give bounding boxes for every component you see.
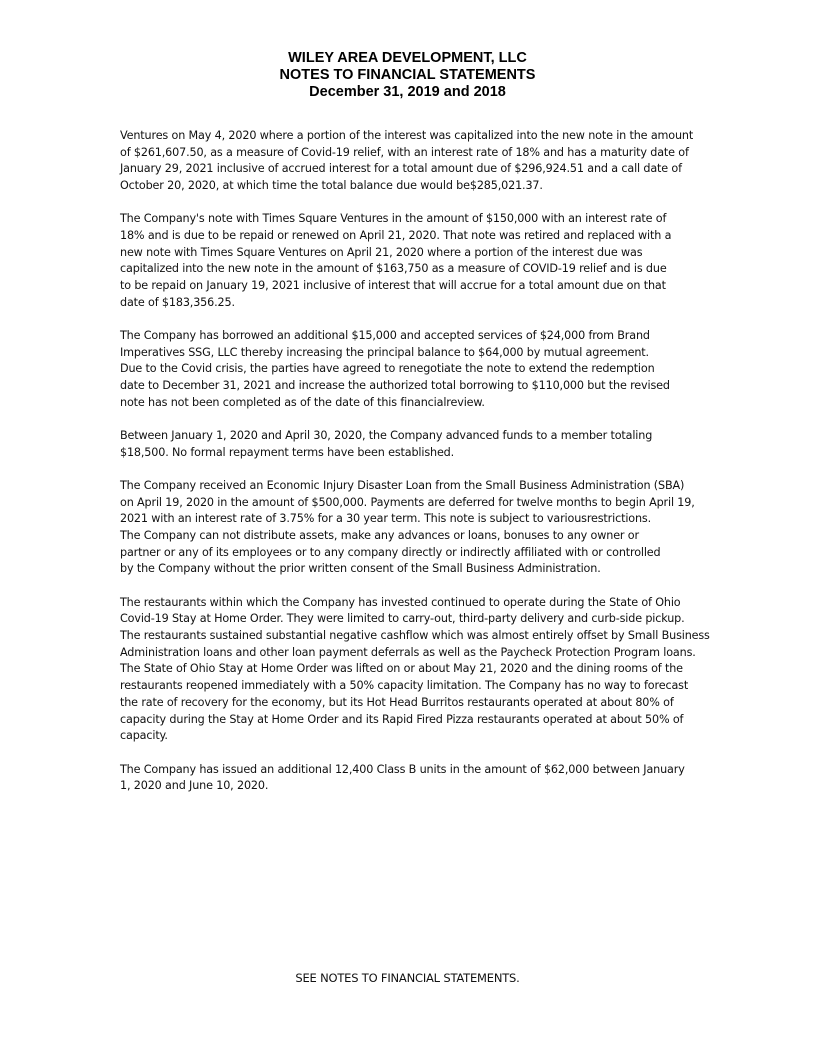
text-line: capacity. [120, 729, 168, 743]
text-line: 2021 with an interest rate of 3.75% for a 30 year term. This note is subject to variousrestrictions. [120, 512, 651, 526]
text-line: Imperatives SSG, LLC thereby increasing the principal balance to $64,000 by mutual agreement. [120, 345, 649, 359]
text-line: Ventures on May 4, 2020 where a portion of the interest was capitalized into the new note in the amount [120, 129, 694, 142]
note-paragraph [120, 211, 720, 311]
note-paragraph [120, 478, 720, 578]
text-line: Covid-19 Stay at Home Order. They were limited to carry-out, third-party delivery and curb-side pickup. [120, 612, 685, 626]
text-line: restaurants reopened immediately with a 50% capacity limitation. The Company has no way to forecast [120, 679, 689, 693]
text-line: on April 19, 2020 in the amount of $500,000. Payments are deferred for twelve months to begin April 19, [120, 495, 695, 509]
note-paragraph [120, 328, 720, 412]
text-line: The Company's note with Times Square Ventures in the amount of $150,000 with an interest rate of [120, 212, 667, 226]
text-line: note has not been completed as of the date of this financialreview. [120, 395, 485, 409]
note-paragraph [120, 762, 720, 795]
text-line: by the Company without the prior written consent of the Small Business Administration. [120, 562, 601, 576]
text-line: The restaurants sustained substantial negative cashflow which was almost entirely offset by Small Business [120, 629, 710, 643]
document-header [0, 50, 815, 101]
text-line: date of $183,356.25. [120, 295, 235, 309]
company-name: WILEY AREA DEVELOPMENT, LLC [288, 50, 527, 66]
text-line: The State of Ohio Stay at Home Order was lifted on or about May 21, 2020 and the dining rooms of the [120, 662, 683, 676]
text-line: 1, 2020 and June 10, 2020. [120, 779, 269, 793]
text-line: October 20, 2020, at which time the total balance due would be$285,021.37. [120, 179, 543, 193]
text-line: $18,500. No formal repayment terms have been established. [120, 445, 455, 459]
note-paragraph [120, 595, 720, 745]
text-line: partner or any of its employees or to any company directly or indirectly affiliated with or controlled [120, 545, 661, 559]
text-line: to be repaid on January 19, 2021 inclusive of interest that will accrue for a total amount due on that [120, 279, 666, 293]
text-line: Administration loans and other loan payment deferrals as well as the Paycheck Protection Program loans. [120, 645, 696, 659]
text-line: The Company can not distribute assets, make any advances or loans, bonuses to any owner or [120, 529, 639, 543]
text-line: The Company received an Economic Injury Disaster Loan from the Small Business Administration (SBA) [120, 478, 685, 492]
text-line: The Company has issued an additional 12,400 Class B units in the amount of $62,000 between January [120, 762, 685, 776]
note-paragraph [120, 428, 720, 461]
report-period: December 31, 2019 and 2018 [309, 84, 506, 100]
text-line: new note with Times Square Ventures on April 21, 2020 where a portion of the interest due was [120, 245, 643, 259]
text-line: capacity during the Stay at Home Order and its Rapid Fired Pizza restaurants operated at about 50% of [120, 712, 684, 726]
text-line: The restaurants within which the Company has invested continued to operate during the State of Ohio [120, 595, 681, 609]
text-line: Due to the Covid crisis, the parties have agreed to renegotiate the note to extend the redemption [120, 362, 655, 376]
text-line: The Company has borrowed an additional $15,000 and accepted services of $24,000 from Brand [120, 329, 650, 343]
text-line: the rate of recovery for the economy, but its Hot Head Burritos restaurants operated at about 80% of [120, 695, 674, 709]
text-line: capitalized into the new note in the amount of $163,750 as a measure of COVID-19 relief and is due [120, 262, 667, 276]
notes-body [120, 128, 720, 811]
document-title: NOTES TO FINANCIAL STATEMENTS [279, 67, 536, 83]
text-line: 18% and is due to be repaid or renewed on April 21, 2020. That note was retired and replaced with a [120, 229, 672, 243]
text-line: January 29, 2021 inclusive of accrued interest for a total amount due of $296,924.51 and a call date of [120, 162, 682, 176]
text-line: of $261,607.50, as a measure of Covid-19 relief, with an interest rate of 18% and has a maturity date of [120, 145, 689, 159]
text-line: Between January 1, 2020 and April 30, 2020, the Company advanced funds to a member totaling [120, 429, 653, 443]
page-footer: SEE NOTES TO FINANCIAL STATEMENTS. [295, 971, 520, 985]
text-line: date to December 31, 2021 and increase the authorized total borrowing to $110,000 but the revised [120, 379, 670, 393]
note-paragraph [120, 128, 720, 195]
